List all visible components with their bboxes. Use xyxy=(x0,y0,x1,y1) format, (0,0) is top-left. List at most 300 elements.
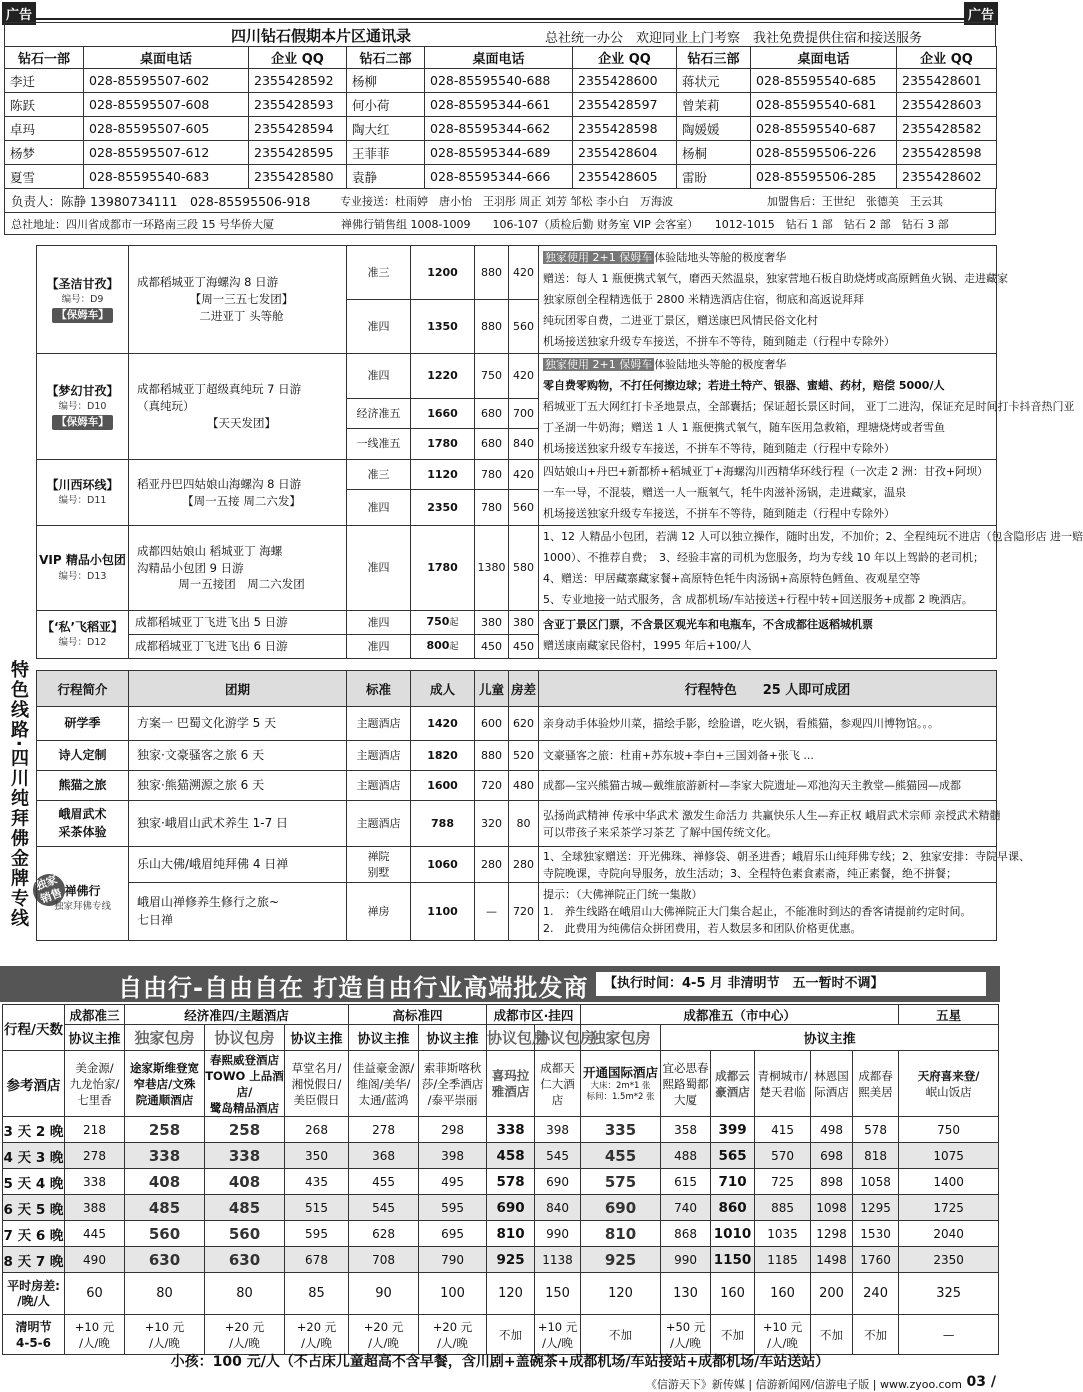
price-cell: 615 xyxy=(661,1169,711,1195)
qingming-line: /人/晚 xyxy=(229,1335,260,1350)
qingming-line: /人/晚 xyxy=(437,1335,468,1350)
contact-cell: 028-85595540-681 xyxy=(751,93,897,117)
price-cell: 868 xyxy=(661,1221,711,1247)
special-adult-price: 1100 xyxy=(411,883,475,941)
hotel-name-line: 熙路蜀都 xyxy=(662,1076,709,1091)
contact-header-cell: 钻石一部 xyxy=(5,47,84,69)
route-feature-line: 赠送康南藏家民俗村，1995 年后+100/人 xyxy=(543,638,752,652)
transfer-info: 专业接送：杜雨婷 唐小怡 王羽彤 周正 刘芳 邹松 李小白 万海波 xyxy=(340,195,673,208)
contact-header-cell: 桌面电话 xyxy=(425,47,573,69)
hotel-name-cell xyxy=(581,1051,661,1117)
contact-cell: 028-85595344-666 xyxy=(425,165,573,189)
hotel-name-line: 索菲斯喀秋 xyxy=(423,1060,482,1075)
special-itinerary: 独家·文豪骚客之旅 6 天 xyxy=(137,747,265,762)
hotel-name-line: 成都天 xyxy=(540,1060,575,1075)
room-diff-cell: 200 xyxy=(811,1273,853,1315)
price-cell: 690 xyxy=(487,1195,535,1221)
hotel-name-line: 标间：1.5m*2 张 xyxy=(586,1091,655,1102)
special-row xyxy=(37,741,997,771)
child-note: 小孩：100 元/人（不占床儿童超高不含早餐，含川剧+盖碗茶+成都机场/车站接站+成都机场/车站送站） xyxy=(170,1354,830,1370)
feature-rest: 体验陆地头等舱的极度奢华 xyxy=(654,358,787,371)
room-diff-cell: 130 xyxy=(661,1273,711,1315)
price-cell: 630 xyxy=(205,1247,285,1273)
special-itinerary: 独家·峨眉山武术养生 1-7 日 xyxy=(137,815,289,830)
price-cell: 335 xyxy=(581,1117,661,1143)
special-itinerary: 方案一 巴蜀文化游学 5 天 xyxy=(137,715,277,730)
hotel-name-cell xyxy=(205,1051,285,1117)
route-feature-line: 丁圣湖一牛奶海；赠送 1 人 1 瓶便携式氧气，随车医用急救箱，理塘烧烤或者雪鱼 xyxy=(543,421,945,434)
qingming-cell xyxy=(205,1315,285,1355)
price-cell: 268 xyxy=(285,1117,349,1143)
special-feature-line: 文豪骚客之旅：杜甫+苏东坡+李白+三国刘备+张飞 ... xyxy=(543,749,814,762)
route-feature-line: 含亚丁景区门票，不含景区观光车和电瓶车，不含成都往返稻城机票 xyxy=(543,617,873,631)
price-cell: 810 xyxy=(581,1221,661,1247)
qingming-cell xyxy=(125,1315,205,1355)
price-cell: 925 xyxy=(581,1247,661,1273)
room-diff-cell: 85 xyxy=(285,1273,349,1315)
route-name-cell xyxy=(37,611,129,659)
route-itinerary-cell xyxy=(129,246,347,354)
route-code: 编号：D11 xyxy=(58,495,107,507)
hotel-name-line: 天府喜来登/ xyxy=(917,1068,980,1083)
price-cell: 560 xyxy=(125,1221,205,1247)
hotel-name-cell xyxy=(899,1051,999,1117)
hotel-name-line: 鹭岛精品酒店 xyxy=(210,1100,279,1115)
special-features xyxy=(539,707,997,741)
price-cell: 630 xyxy=(125,1247,205,1273)
route-child-price: 1380 xyxy=(475,526,509,611)
contact-header xyxy=(4,22,996,46)
top-rule xyxy=(36,0,964,20)
price-row-label: 3 天 2 晚 xyxy=(3,1117,65,1143)
price-cell: 455 xyxy=(349,1169,419,1195)
hotel-name-line: 岷山饭店 xyxy=(925,1084,972,1099)
feature-highlight: 独家使用 2+1 保姆车 xyxy=(545,358,653,371)
route-name-cell xyxy=(37,354,129,460)
price-cell: 725 xyxy=(755,1169,811,1195)
price-cell: 398 xyxy=(535,1117,581,1143)
contact-cell: 028-85595344-662 xyxy=(425,117,573,141)
special-feature-line: 1. 养生线路在峨眉山大佛禅院正大门集合起止，不能准时到达的香客请提前约定时间。 xyxy=(543,905,972,918)
sidebar-text: 特色线路·四川纯拜佛金牌专线 xyxy=(8,660,29,929)
price-cell: 1760 xyxy=(853,1247,899,1273)
qingming-cell xyxy=(581,1315,661,1355)
qingming-line: +50 元 xyxy=(665,1319,706,1334)
hotel-name-line: 七里香 xyxy=(77,1092,112,1107)
special-feature-line: 亲身动手体验炒川菜，描绘手影，绘脸谱，吃火锅，看熊猫，参观四川博物馆。。。 xyxy=(543,717,939,730)
contact-cell: 陶媛媛 xyxy=(677,117,751,141)
row-header-cell: 行程/天数 xyxy=(3,1005,65,1051)
price-row-label: 8 天 7 晚 xyxy=(3,1247,65,1273)
contact-cell: 028-85595540-683 xyxy=(84,165,249,189)
special-room-diff: 280 xyxy=(509,847,539,883)
route-feature-line: 机场接送独家升级专车接送，不拼车不等待，随到随走（行程中专除外） xyxy=(543,335,895,348)
hotel-name-cell xyxy=(811,1051,853,1117)
route-standard: 准四 xyxy=(347,300,411,354)
price-cell: 298 xyxy=(419,1117,487,1143)
price-cell: 628 xyxy=(349,1221,419,1247)
route-feature-line: 稻城亚丁五大网红打卡圣地景点，全部囊括；保证超长景区时间， 亚丁二进沟，保证充足时间打卡抖音热门亚 xyxy=(543,400,1075,413)
manager-info: 负责人：陈静 13980734111 028-85595506-918 xyxy=(11,194,311,209)
special-standard xyxy=(347,883,411,941)
hotel-name-line: 春熙威登酒店 xyxy=(210,1052,279,1067)
route-feature-line xyxy=(543,354,992,375)
price-cell: 485 xyxy=(125,1195,205,1221)
price-cell: 338 xyxy=(205,1143,285,1169)
qingming-line: — xyxy=(942,1327,955,1342)
contact-cell: 夏雪 xyxy=(5,165,84,189)
qingming-cell xyxy=(285,1315,349,1355)
special-row xyxy=(37,847,997,883)
route-adult-price xyxy=(411,635,475,659)
route-code: 编号：D13 xyxy=(58,570,107,582)
exclusive-badge-text: 独家销售 xyxy=(33,873,64,906)
route-feature-line: 4、赠送：甲居藏寨藏家餐+高原特色牦牛肉汤锅+高原特色鳕鱼、夜观星空等 xyxy=(543,572,921,585)
special-name-cell xyxy=(37,741,129,771)
price-cell: 595 xyxy=(285,1221,349,1247)
special-name-cell xyxy=(37,707,129,741)
price-row xyxy=(3,1247,999,1273)
contact-cell: 2355428594 xyxy=(249,117,347,141)
qingming-row xyxy=(3,1315,999,1355)
price-cell: 435 xyxy=(285,1169,349,1195)
contact-cell: 2355428582 xyxy=(897,117,997,141)
sub-header-cell: 协议主推 xyxy=(65,1025,125,1051)
route-room-diff: 560 xyxy=(509,300,539,354)
route-adult-price xyxy=(411,429,475,460)
hotel-name-line: 成都云 xyxy=(715,1068,750,1083)
special-name: 禅佛行 xyxy=(64,883,101,898)
zone-cell: 成都准三 xyxy=(65,1005,125,1025)
special-itinerary-cell xyxy=(129,801,347,847)
contact-cell: 杨桐 xyxy=(677,141,751,165)
route-code: 编号：D10 xyxy=(58,401,107,413)
special-header-cell: 成人 xyxy=(411,671,475,707)
hotel-name-cell xyxy=(755,1051,811,1117)
hotel-name-cell xyxy=(711,1051,755,1117)
hotel-name-line: 雅酒店 xyxy=(491,1083,530,1099)
footer-text: 《信游天下》新传媒 | 信游新闻网/信游电子版 | www.zyoo.com xyxy=(645,1378,962,1391)
price-cell: 810 xyxy=(487,1221,535,1247)
route-name: 【梦幻甘孜】 xyxy=(46,383,119,398)
zone-cell: 高标准四 xyxy=(349,1005,487,1025)
adult-price-value: 1780 xyxy=(427,561,458,575)
route-room-diff: 580 xyxy=(509,526,539,611)
room-diff-cell: 60 xyxy=(65,1273,125,1315)
special-header-cell: 行程特色 25 人即可成团 xyxy=(539,671,997,707)
price-cell: 1035 xyxy=(755,1221,811,1247)
special-feature-line: 弘扬尚武精神 传承中华武术 激发生命活力 共赢快乐人生—弃正权 峨眉武术宗师 亲授武术精髓 xyxy=(543,808,1001,822)
price-cell: 1295 xyxy=(853,1195,899,1221)
route-itinerary-cell xyxy=(129,354,347,460)
route-child-price: 680 xyxy=(475,398,509,429)
route-feature-line: 四姑娘山+丹巴+新都桥+稻城亚丁+海螺沟川西精华环线行程（一次走 2 洲：甘孜+阿坝） xyxy=(543,465,989,478)
ad-label-right: 广告 xyxy=(964,2,998,25)
route-code: 编号：D12 xyxy=(58,637,107,649)
price-cell: 560 xyxy=(205,1221,285,1247)
route-adult-price xyxy=(411,490,475,526)
special-itinerary: 独家·熊猫溯源之旅 6 天 xyxy=(137,777,265,792)
price-cell: 578 xyxy=(853,1117,899,1143)
contact-row xyxy=(5,165,997,189)
hotel-name-line: 大床：2m*1 张 xyxy=(590,1080,651,1091)
hotel-name-line: 莎/全季酒店 xyxy=(421,1076,484,1091)
price-cell: 1725 xyxy=(899,1195,999,1221)
route-schedule: 【周一三五七发团】 xyxy=(189,292,294,307)
price-cell: 258 xyxy=(205,1117,285,1143)
qingming-line: +10 元 xyxy=(144,1319,185,1334)
price-cell: 218 xyxy=(65,1117,125,1143)
route-row xyxy=(37,354,997,399)
adult-price-value: 1200 xyxy=(427,265,458,279)
route-adult-price xyxy=(411,526,475,611)
special-row xyxy=(37,801,997,847)
sales-info: 禅佛行销售组 1008-1009 106-107（质检后勤 财务室 VIP 会客室） 1012-1015 钻石 1 部 钻石 2 部 钻石 3 部 xyxy=(341,218,949,231)
route-child-price: 780 xyxy=(475,490,509,526)
route-child-price: 680 xyxy=(475,429,509,460)
route-itinerary-cell: 成都稻城亚丁飞进飞出 5 日游 xyxy=(129,611,347,635)
hotel-name-line: 开通国际酒店 xyxy=(583,1064,659,1080)
price-cell: 840 xyxy=(535,1195,581,1221)
price-cell: 415 xyxy=(755,1117,811,1143)
qingming-line: /人/晚 xyxy=(542,1335,573,1350)
qingming-line: 不加 xyxy=(609,1327,633,1342)
adult-price-value: 1780 xyxy=(427,437,458,451)
qingming-line: /人/晚 xyxy=(767,1335,798,1350)
special-standard xyxy=(347,771,411,801)
sub-header-cell: 协议主推 xyxy=(419,1025,487,1051)
qingming-line: 不加 xyxy=(820,1327,844,1342)
route-schedule: 周一五接团 周二六发团 xyxy=(178,577,305,592)
route-schedule: 【天天发团】 xyxy=(207,415,276,430)
price-cell: 1098 xyxy=(811,1195,853,1221)
hotel-name-line: 际酒店 xyxy=(814,1084,849,1099)
price-cell: 490 xyxy=(65,1247,125,1273)
special-header-cell: 儿童 xyxy=(475,671,509,707)
room-diff-label xyxy=(3,1273,65,1315)
hotel-name-cell xyxy=(349,1051,419,1117)
price-cell: 575 xyxy=(581,1169,661,1195)
contact-row xyxy=(5,69,997,93)
special-adult-price: 1600 xyxy=(411,771,475,801)
price-cell: 678 xyxy=(285,1247,349,1273)
special-itinerary-2: 七日禅 xyxy=(137,912,174,927)
route-schedule: 【周一五接 周二六发】 xyxy=(182,493,301,508)
route-name: 【圣洁甘孜】 xyxy=(46,276,119,291)
adult-price-value: 1220 xyxy=(427,368,458,382)
price-cell: 388 xyxy=(65,1195,125,1221)
route-room-diff: 420 xyxy=(509,354,539,399)
price-cell: 399 xyxy=(711,1117,755,1143)
route-feature-line: 1000）、不推荐自费； 3、经验丰富的司机为您服务，均为专线 10 年以上驾龄的老司机； xyxy=(543,551,984,564)
hotel-name-cell xyxy=(535,1051,581,1117)
contact-address-row xyxy=(4,213,996,235)
contact-header-cell: 桌面电话 xyxy=(84,47,249,69)
route-standard: 准四 xyxy=(347,490,411,526)
price-cell: 498 xyxy=(811,1117,853,1143)
contact-row xyxy=(5,141,997,165)
special-name-2: 采茶体验 xyxy=(58,824,107,839)
price-row-label: 7 天 6 晚 xyxy=(3,1221,65,1247)
room-diff-cell: 120 xyxy=(487,1273,535,1315)
route-standard: 准三 xyxy=(347,246,411,300)
price-cell: 750 xyxy=(899,1117,999,1143)
price-cell: 445 xyxy=(65,1221,125,1247)
price-cell: 350 xyxy=(285,1143,349,1169)
price-cell: 690 xyxy=(581,1195,661,1221)
room-diff-label-line: 平时房差: xyxy=(7,1278,60,1293)
special-room-diff: 620 xyxy=(509,707,539,741)
hotel-name-line: 湘悦假日/ xyxy=(291,1076,342,1091)
adult-price-value: 800 xyxy=(426,639,450,653)
price-cell: 570 xyxy=(755,1143,811,1169)
route-itinerary-2: （真纯玩） xyxy=(137,399,195,414)
qingming-label-line: 4-5-6 xyxy=(15,1335,51,1350)
contact-header-cell: 企业 QQ xyxy=(897,47,997,69)
special-child-price: 280 xyxy=(475,847,509,883)
special-features xyxy=(539,771,997,801)
price-row xyxy=(3,1195,999,1221)
special-adult-price: 1060 xyxy=(411,847,475,883)
room-diff-row xyxy=(3,1273,999,1315)
contact-cell: 2355428602 xyxy=(897,165,997,189)
special-header-cell: 标准 xyxy=(347,671,411,707)
qingming-line: /人/晚 xyxy=(79,1335,110,1350)
room-diff-cell: 160 xyxy=(711,1273,755,1315)
special-feature-line: 2. 此费用为纯佛信众拼团费用，若人数层多和团队价格更优惠。 xyxy=(543,922,862,935)
route-name: 【川西环线】 xyxy=(46,477,119,492)
price-cell: 990 xyxy=(535,1221,581,1247)
qingming-line: /人/晚 xyxy=(368,1335,399,1350)
free-travel-note: 【执行时间：4-5 月 非清明节 五一暂时不调】 xyxy=(596,972,986,996)
price-row xyxy=(3,1117,999,1143)
route-itinerary: 稻亚丹巴四姑娘山海螺沟 8 日游 xyxy=(137,476,302,491)
adult-price-value: 2350 xyxy=(427,500,458,514)
route-feature-line: 机场接送独家升级专车接送，不拼车不等待，随到随走（行程中专除外） xyxy=(543,507,895,520)
route-tag: 【保姆车】 xyxy=(52,308,113,323)
hotel-name-line: 维阁/美华/ xyxy=(356,1076,411,1091)
qingming-cell xyxy=(755,1315,811,1355)
contact-cell: 袁静 xyxy=(347,165,425,189)
special-feature-line: 成都—宝兴熊猫古城—戴维旅游新村—李家大院遗址—邓池沟天主教堂—熊猫园—成都 xyxy=(543,779,961,792)
special-itinerary-cell xyxy=(129,771,347,801)
route-itinerary-2: 沟精品小包团 9 日游 xyxy=(137,560,244,575)
contact-cell: 2355428604 xyxy=(573,141,677,165)
route-standard: 准四 xyxy=(347,354,411,399)
price-cell: 690 xyxy=(535,1169,581,1195)
ad-label-left: 广告 xyxy=(2,2,36,25)
contact-cell: 何小荷 xyxy=(347,93,425,117)
qingming-cell xyxy=(711,1315,755,1355)
feature-rest: 体验陆地头等舱的极度奢华 xyxy=(654,251,787,264)
route-room-diff: 380 xyxy=(509,611,539,635)
contact-cell: 028-85595507-612 xyxy=(84,141,249,165)
contact-cell: 028-85595344-689 xyxy=(425,141,573,165)
hotel-name-line: 美臣假日 xyxy=(293,1092,340,1107)
price-cell: 708 xyxy=(349,1247,419,1273)
price-cell: 455 xyxy=(581,1143,661,1169)
price-cell: 565 xyxy=(711,1143,755,1169)
price-cell: 485 xyxy=(205,1195,285,1221)
price-cell: 545 xyxy=(349,1195,419,1221)
special-child-price: 720 xyxy=(475,771,509,801)
special-child-price: — xyxy=(475,883,509,941)
route-features xyxy=(539,354,1075,460)
route-name-cell xyxy=(37,246,129,354)
qingming-line: +10 元 xyxy=(762,1319,803,1334)
free-travel-banner xyxy=(0,966,1000,1002)
hotel-name-line: 店 xyxy=(551,1092,564,1107)
contact-cell: 卓玛 xyxy=(5,117,84,141)
route-room-diff: 840 xyxy=(509,429,539,460)
special-features xyxy=(539,801,1001,847)
route-child-price: 450 xyxy=(475,635,509,659)
route-note: 二进亚丁 头等舱 xyxy=(199,308,284,323)
hotel-name-line: 大厦 xyxy=(674,1092,698,1107)
price-cell: 885 xyxy=(755,1195,811,1221)
route-table xyxy=(36,245,1083,659)
sub-header-cell: 协议主推 xyxy=(349,1025,419,1051)
qingming-line: +20 元 xyxy=(432,1319,473,1334)
feature-highlight: 独家使用 2+1 保姆车 xyxy=(545,251,653,264)
price-cell: 408 xyxy=(125,1169,205,1195)
qingming-line: /人/晚 xyxy=(670,1335,701,1350)
special-itinerary: 峨眉山禅修养生修行之旅~ xyxy=(137,895,280,910)
route-child-price: 750 xyxy=(475,354,509,399)
contact-cell: 028-85595506-285 xyxy=(751,165,897,189)
route-feature-line: 5、专业地接一站式服务，含 成都机场/车站接送+行程中转+回送服务+成都 2 晚酒店。 xyxy=(543,593,973,606)
price-cell: 698 xyxy=(811,1143,853,1169)
route-standard: 准三 xyxy=(347,460,411,490)
route-code: 编号：D9 xyxy=(61,294,104,306)
price-cell: 338 xyxy=(125,1143,205,1169)
route-features xyxy=(539,246,1008,354)
special-standard-text: 主题酒店 xyxy=(356,778,401,792)
route-name: VIP 精品小包团 xyxy=(39,553,126,568)
room-diff-cell: 150 xyxy=(535,1273,581,1315)
price-cell: 458 xyxy=(487,1143,535,1169)
price-cell: 338 xyxy=(487,1117,535,1143)
free-travel-title: 自由行-自由自在 打造自由行业高端批发商 xyxy=(118,974,589,1002)
qingming-cell xyxy=(811,1315,853,1355)
route-row xyxy=(37,460,997,490)
hotel-name-line: 院通顺酒店 xyxy=(135,1092,194,1107)
contact-cell: 2355428580 xyxy=(249,165,347,189)
route-room-diff: 420 xyxy=(509,460,539,490)
hotel-name-cell xyxy=(487,1051,535,1117)
route-standard: 准四 xyxy=(347,635,411,659)
special-name-cell xyxy=(37,847,129,941)
special-name-cell xyxy=(37,771,129,801)
route-row xyxy=(37,246,997,300)
special-name: 研学季 xyxy=(64,715,101,730)
route-child-price: 880 xyxy=(475,246,509,300)
contact-table xyxy=(4,46,997,189)
price-cell: 990 xyxy=(661,1247,711,1273)
special-row xyxy=(37,883,997,941)
special-itinerary-cell xyxy=(129,883,347,941)
price-cell: 695 xyxy=(419,1221,487,1247)
contact-title: 四川钻石假期本片区通讯录 xyxy=(231,27,412,45)
price-cell: 495 xyxy=(419,1169,487,1195)
price-cell: 338 xyxy=(65,1169,125,1195)
route-feature-line: 独家原创全程精选低于 2800 米精选酒店住宿，彻底和高返说拜拜 xyxy=(543,293,864,306)
qingming-line: +20 元 xyxy=(363,1319,404,1334)
price-cell: 1075 xyxy=(899,1143,999,1169)
contact-cell: 陈跃 xyxy=(5,93,84,117)
hotel-name-cell xyxy=(65,1051,125,1117)
route-room-diff: 450 xyxy=(509,635,539,659)
